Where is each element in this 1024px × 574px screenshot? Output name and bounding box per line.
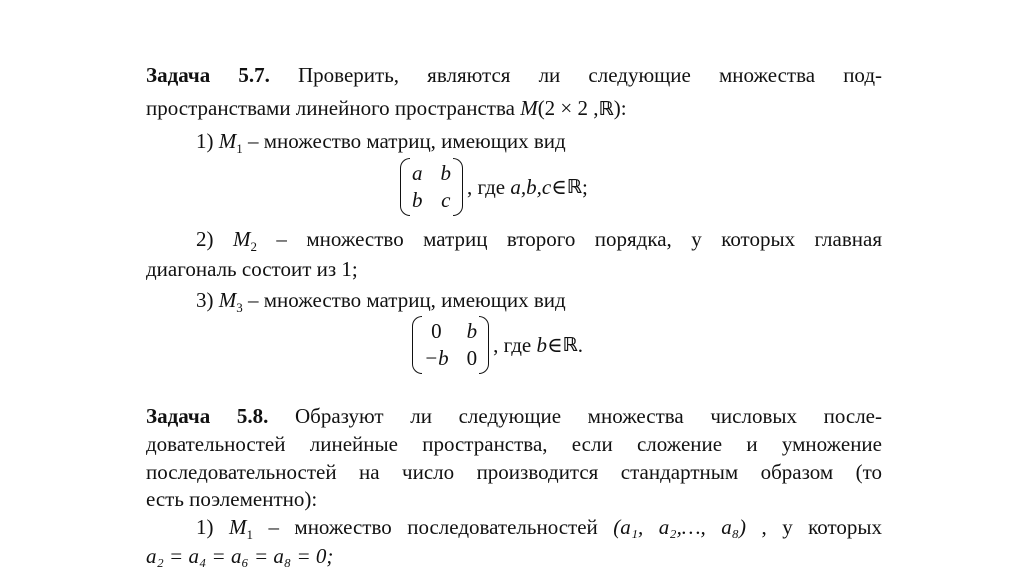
item-3-after: , где <box>493 332 532 357</box>
item-3-end: . <box>577 332 584 357</box>
item-3-text: – множество матриц, имеющих вид <box>248 288 566 312</box>
matrix-1-cell: b <box>440 161 451 185</box>
matrix-1-cell: c <box>441 188 451 212</box>
item-2-line-1 <box>196 226 882 252</box>
task-5-8-label: Задача 5.8. <box>146 404 269 428</box>
item-3-set-sub: 3 <box>236 300 243 315</box>
item-1-number: 1) <box>196 129 214 153</box>
item-1-field: ℝ <box>566 176 582 198</box>
task-5-7-line-1 <box>146 62 882 88</box>
task-5-8-line-4 <box>146 486 882 512</box>
task-5-7-text-1: Проверить, являются ли следующие множества под- <box>298 63 882 87</box>
task-5-8-text-2: довательностей линейные пространства, если сложение и умножение <box>146 432 882 456</box>
matrix-1-cell: a <box>412 161 423 185</box>
space-field: ℝ <box>598 98 614 120</box>
matrix-1-cell: b <box>412 188 423 212</box>
matrix-2-cell: −b <box>424 346 449 370</box>
matrix-1 <box>400 158 463 216</box>
item-1-line <box>196 128 882 154</box>
item-2-number: 2) <box>196 227 214 251</box>
item-3-field: ℝ <box>562 334 578 356</box>
item-1-after: , где <box>467 174 506 199</box>
item-2-text-2: диагональ состоит из 1; <box>146 257 358 281</box>
task-5-8-text-3: последовательностей на число производится стандартным образом (то <box>146 460 882 484</box>
task-5-8-item-1-line <box>196 514 882 540</box>
space-name: M <box>520 96 538 120</box>
task-5-8-item-1-condition: a₂ = a₄ = a₆ = a₈ = 0; <box>146 544 334 568</box>
task-5-7-line-2 <box>146 95 882 122</box>
matrix-2 <box>412 316 489 374</box>
task-5-8-text-4: есть поэлементно): <box>146 487 318 511</box>
item-1-set: M <box>218 129 237 153</box>
task-5-8-line-1 <box>146 403 882 429</box>
item-3-set: M <box>218 288 237 312</box>
task-5-8-item-1-number: 1) <box>196 515 214 539</box>
task-5-8-text-1: Образуют ли следующие множества числовых после- <box>295 404 882 428</box>
item-2-set-sub: 2 <box>250 239 257 254</box>
matrix-2-cell: b <box>466 319 478 343</box>
item-1-formula <box>400 158 588 216</box>
task-5-8-line-2 <box>146 431 882 457</box>
task-5-8-line-3 <box>146 459 882 485</box>
task-5-8-item-1-after: , у которых <box>761 515 883 539</box>
item-2-set: M <box>232 227 251 251</box>
item-3-line <box>196 287 882 313</box>
item-1-text: – множество матриц, имеющих вид <box>248 129 566 153</box>
item-1-set-sub: 1 <box>236 141 243 156</box>
task-5-8-item-1-set: M <box>228 515 247 539</box>
space-args: (2 × 2 , <box>537 96 599 120</box>
task-5-7-label: Задача 5.7. <box>146 63 270 87</box>
item-1-in: ∈ <box>551 174 567 199</box>
task-5-8-item-1-set-sub: 1 <box>246 527 253 542</box>
space-close: ): <box>613 96 627 120</box>
item-3-vars: b <box>536 332 547 357</box>
item-3-formula <box>412 316 583 374</box>
task-5-8-item-1-condition-line <box>146 543 882 569</box>
task-5-8-item-1-text: – множество последовательностей <box>268 515 598 539</box>
task-5-8-item-1-seq: (a₁, a₂,…, a₈) <box>613 515 747 539</box>
item-3-number: 3) <box>196 288 214 312</box>
item-2-line-2 <box>146 256 882 282</box>
item-1-vars: a,b,c <box>510 174 552 199</box>
task-5-7-text-2: пространствами линейного пространства <box>146 96 515 120</box>
item-2-text-1: – множество матриц второго порядка, у которых главная <box>276 227 882 251</box>
item-3-in: ∈ <box>547 332 563 357</box>
item-1-end: ; <box>581 174 588 199</box>
matrix-2-cell: 0 <box>431 319 442 343</box>
matrix-2-cell: 0 <box>466 346 478 370</box>
